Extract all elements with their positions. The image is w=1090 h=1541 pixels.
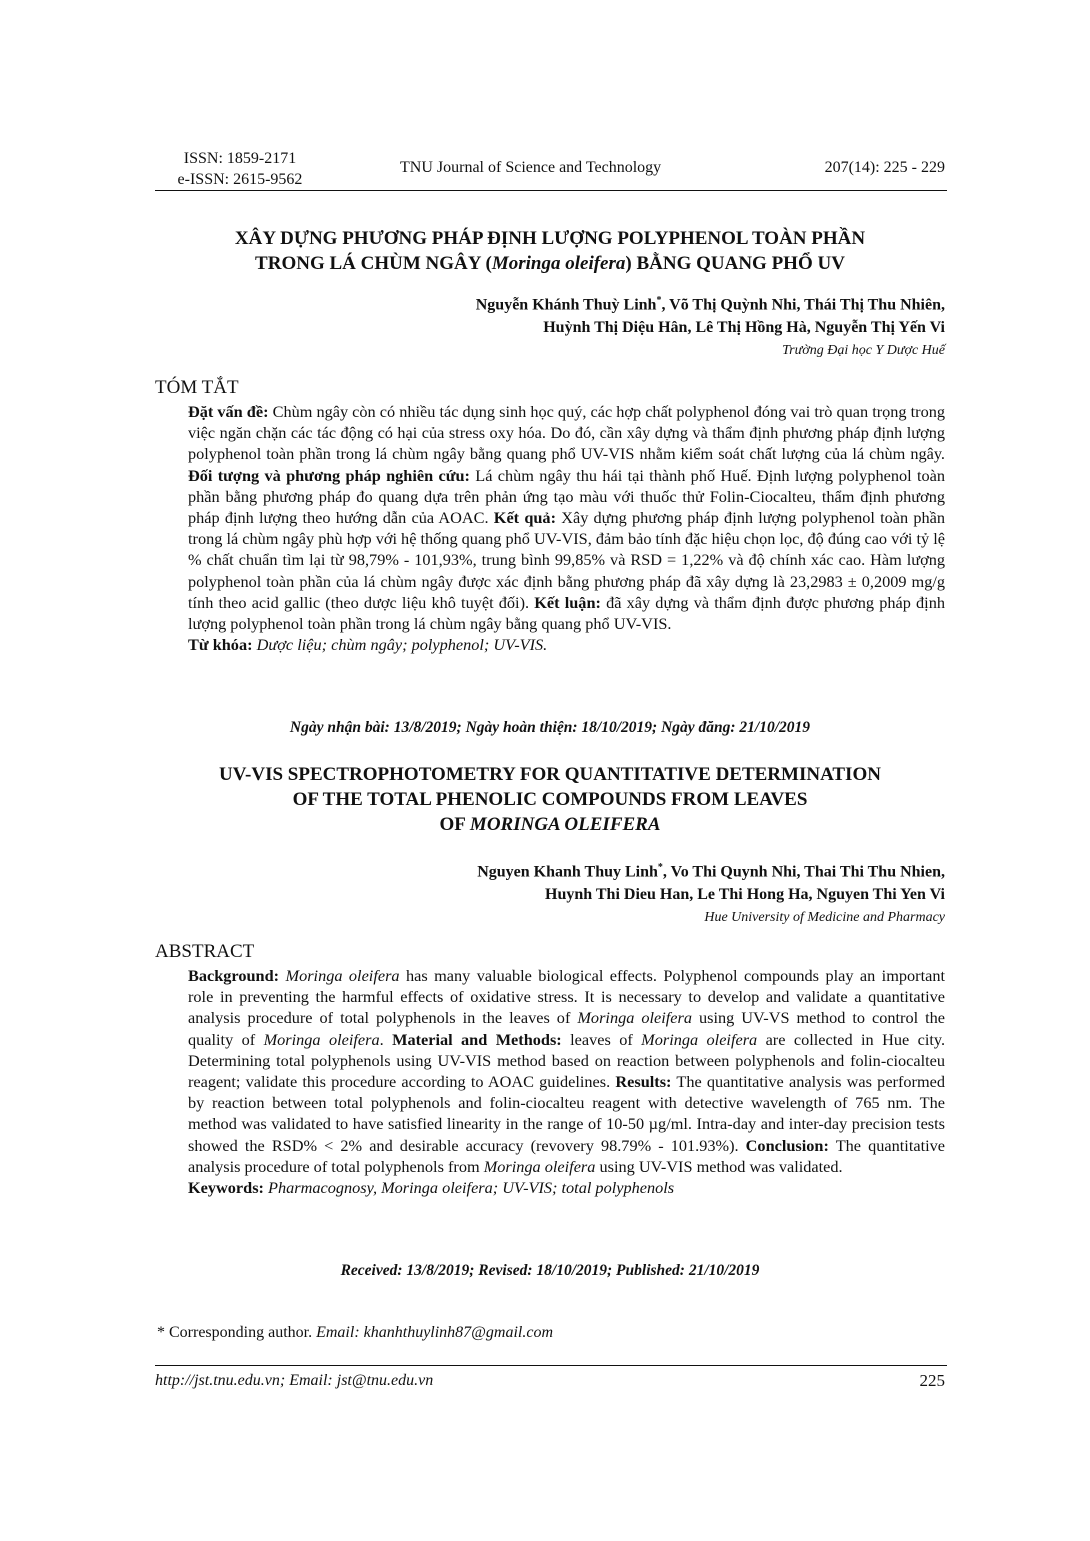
en-title bbox=[155, 762, 945, 837]
label: Kết luận: bbox=[534, 592, 601, 612]
author-names: Huynh Thi Dieu Han, Le Thi Hong Ha, Nguyen Thi Yen Vi bbox=[545, 886, 945, 904]
en-title-line bbox=[155, 812, 945, 837]
section-heading-abstract: ABSTRACT bbox=[155, 941, 255, 962]
label: Conclusion: bbox=[745, 1135, 829, 1155]
footnote bbox=[157, 1324, 553, 1342]
header-rule bbox=[155, 190, 947, 191]
label: Background: bbox=[188, 966, 280, 985]
corresponding-email[interactable]: Email: khanhthuylinh87@gmail.com bbox=[316, 1324, 553, 1341]
abstract-text: are collected in Hue city. Determining total polyphenols using UV-VIS method based on reaction between polyphenols and folin-ciocalteu reagent; validate this procedure according to AOAC guidelines. bbox=[188, 1029, 946, 1092]
author-names: , Vo Thi Quynh Nhi, Thai Thi Thu Nhien, bbox=[662, 863, 945, 881]
species-name: MORINGA OLEIFERA bbox=[469, 814, 661, 835]
label: Kết quả: bbox=[493, 508, 556, 528]
title-text: OF bbox=[439, 814, 470, 835]
abstract-text: đã xây dựng và thẩm định được phương pháp định lượng polyphenol toàn phần trong lá chùm ngây bằng quang phổ UV-VIS. bbox=[188, 592, 945, 634]
affiliation: Trường Đại học Y Dược Huế bbox=[782, 343, 945, 359]
label: Results: bbox=[615, 1072, 672, 1092]
label: Đặt vấn đề: bbox=[188, 402, 269, 421]
author-names: , Võ Thị Quỳnh Nhi, Thái Thị Thu Nhiên, bbox=[661, 296, 945, 314]
abstract-text: using UV-VS method to control the quality of bbox=[188, 1008, 946, 1049]
vi-title-line bbox=[155, 251, 945, 276]
page-number: 225 bbox=[919, 1371, 945, 1390]
en-title-line: UV-VIS SPECTROPHOTOMETRY FOR QUANTITATIVE DETERMINATION bbox=[219, 764, 881, 785]
author-names: Huỳnh Thị Diệu Hân, Lê Thị Hồng Hà, Nguyễn Thị Yến Vi bbox=[543, 319, 945, 337]
keywords-text: Pharmacognosy, Moringa oleifera; UV-VIS; total polyphenols bbox=[263, 1178, 675, 1198]
vi-authors bbox=[476, 289, 945, 362]
species: Moringa oleifera bbox=[285, 966, 400, 985]
vi-title bbox=[155, 226, 945, 276]
abstract-text: The quantitative analysis procedure of total polyphenols from bbox=[188, 1135, 945, 1176]
abstract-text: The quantitative analysis was performed by reaction between total polyphenols and folin-ciocalteu reagent with detective wavelength of 765 nm. The method was validated to have satisfied linearity in the range of 10-50 µg/ml. Intra-day and inter-day precision tests showed the RSD% < 2% and desirable accuracy (revovery 98.79% - 101.93%). bbox=[188, 1072, 945, 1155]
vi-abstract bbox=[188, 401, 945, 655]
author-name: Nguyễn Khánh Thuỳ Linh bbox=[475, 296, 657, 314]
label: Từ khóa: bbox=[188, 635, 253, 655]
abstract-text: using UV-VIS method was validated. bbox=[595, 1156, 843, 1176]
author-name: Nguyen Khanh Thuy Linh bbox=[477, 863, 658, 881]
species: Moringa oleifera bbox=[641, 1029, 758, 1049]
en-title-line: OF THE TOTAL PHENOLIC COMPOUNDS FROM LEAVES bbox=[292, 789, 808, 810]
species-name: Moringa oleifera bbox=[491, 253, 626, 274]
vi-dates: Ngày nhận bài: 13/8/2019; Ngày hoàn thiện: 18/10/2019; Ngày đăng: 21/10/2019 bbox=[289, 719, 811, 736]
abstract-text: Xây dựng phương pháp định lượng polyphenol toàn phần trong lá chùm ngây phù hợp với hệ thống quang phổ UV-VIS, đảm bảo tính đặc hiệu chọn lọc, độ đúng cao với tỷ lệ % chất chuẩn tìm lại từ 98,79% - 101,93%, trung bình 99,85% và RSD = 1,22% và độ chính xác cao. Hàm lượng polyphenol toàn phần của lá chùm ngây được xác định bằng phương pháp đã xây dựng là 23,2983 ± 0,2009 mg/g tính theo acid gallic (theo dược liệu khô tuyệt đối). bbox=[188, 508, 946, 612]
keywords bbox=[188, 1177, 945, 1198]
en-dates: Received: 13/8/2019; Revised: 18/10/2019; Published: 21/10/2019 bbox=[340, 1262, 760, 1279]
species: Moringa oleifera bbox=[263, 1029, 380, 1049]
en-abstract bbox=[188, 965, 945, 1198]
affiliation: Hue University of Medicine and Pharmacy bbox=[704, 910, 945, 926]
keywords-text: Dược liệu; chùm ngây; polyphenol; UV-VIS. bbox=[252, 635, 548, 655]
species: Moringa oleifera bbox=[577, 1008, 692, 1028]
issn-block bbox=[155, 148, 325, 190]
label: Material and Methods: bbox=[392, 1029, 562, 1049]
footer-links[interactable]: http://jst.tnu.edu.vn; Email: jst@tnu.edu.vn bbox=[155, 1372, 434, 1389]
corresponding-mark: * bbox=[656, 295, 662, 306]
keywords bbox=[188, 634, 945, 655]
abstract-text: has many valuable biological effects. Polyphenol compounds play an important role in preventing the harmful effects of oxidative stress. It is necessary to develop and validate a quantitative analysis procedure of total polyphenols in the leaves of bbox=[188, 966, 945, 1028]
abstract-text: leaves of bbox=[561, 1029, 642, 1049]
journal-name: TNU Journal of Science and Technology bbox=[400, 159, 662, 176]
label: Keywords: bbox=[188, 1178, 264, 1198]
title-text: ) BẰNG QUANG PHỔ UV bbox=[625, 253, 845, 274]
section-heading-tomtat: TÓM TẮT bbox=[155, 377, 239, 398]
issn: ISSN: 1859-2171 bbox=[183, 150, 297, 167]
vi-title-line: XÂY DỰNG PHƯƠNG PHÁP ĐỊNH LƯỢNG POLYPHENOL TOÀN PHẦN bbox=[234, 228, 866, 249]
abstract-text: Lá chùm ngây thu hái tại thành phố Huế. Định lượng polyphenol toàn phần bằng phương pháp đo quang dựa trên phản ứng tạo màu với thuốc thử Folin-Ciocalteu, thẩm định phương pháp định lượng theo hướng dẫn của AOAC. bbox=[188, 465, 945, 528]
label: Đối tượng và phương pháp nghiên cứu: bbox=[188, 465, 470, 485]
abstract-text: Chùm ngây còn có nhiều tác dụng sinh học quý, các hợp chất polyphenol đóng vai trò quan trọng trong việc ngăn chặn các tác động có hại của stress oxy hóa. Do đó, cần xây dựng và thẩm định phương pháp định lượng polyphenol toàn phần trong lá chùm ngây bằng quang phổ UV-VIS nhằm kiểm soát chất lượng của lá chùm ngây. bbox=[188, 402, 946, 464]
species: Moringa oleifera bbox=[483, 1156, 596, 1176]
abstract-text: . bbox=[379, 1029, 393, 1049]
footnote-label: * Corresponding author. bbox=[157, 1324, 317, 1341]
corresponding-mark: * bbox=[657, 862, 663, 873]
eissn: e-ISSN: 2615-9562 bbox=[177, 171, 303, 188]
en-authors bbox=[477, 856, 945, 929]
volume-pages: 207(14): 225 - 229 bbox=[824, 159, 945, 176]
footer-rule bbox=[155, 1365, 947, 1366]
title-text: TRONG LÁ CHÙM NGÂY ( bbox=[255, 253, 492, 274]
